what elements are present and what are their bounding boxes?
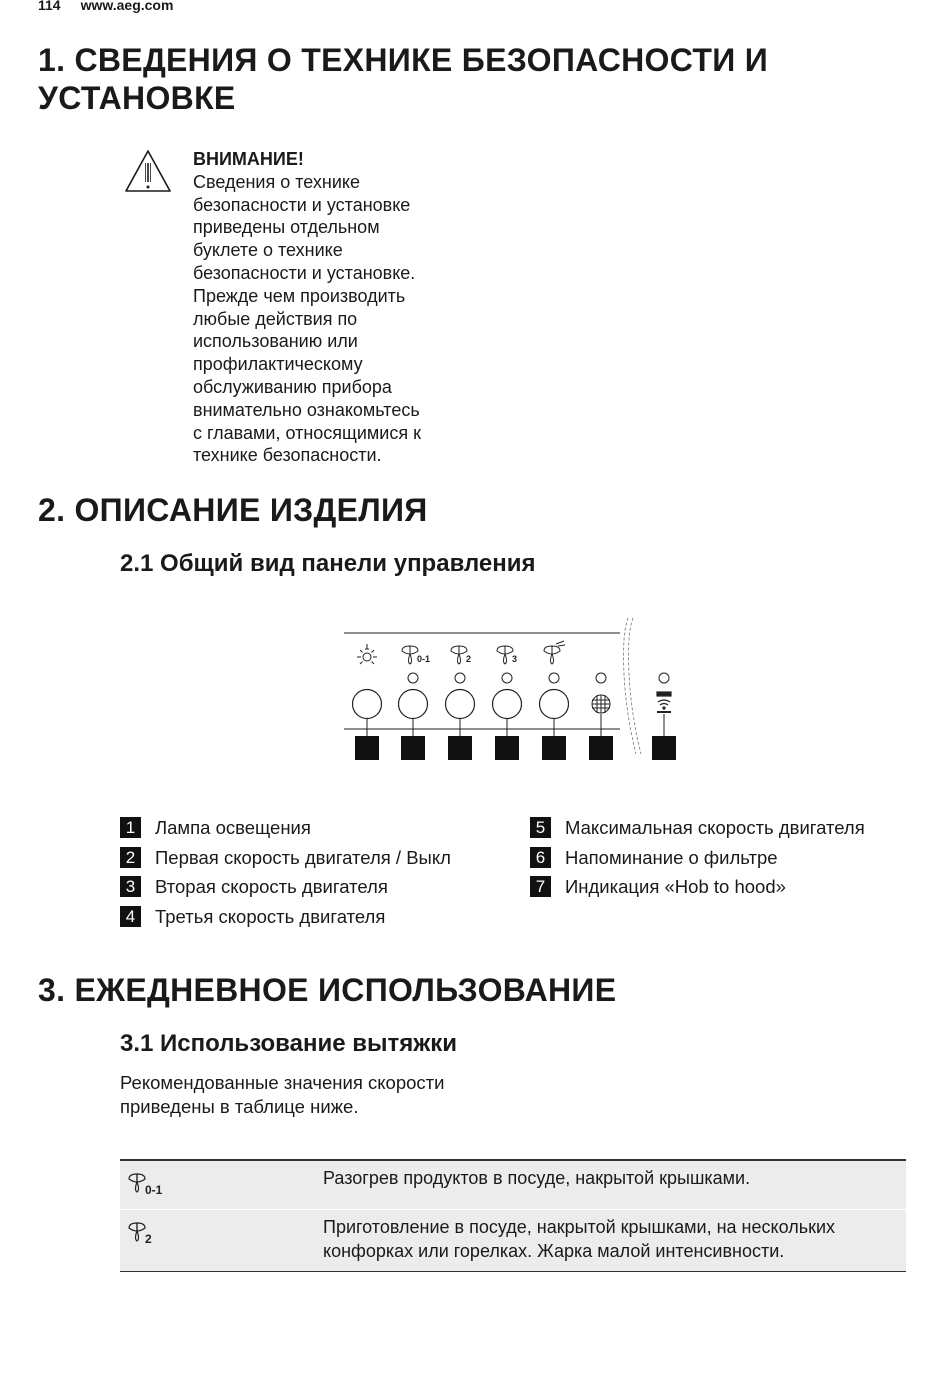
callout-marker: [448, 736, 472, 760]
callout-marker: [355, 736, 379, 760]
indicator-led: [659, 673, 669, 683]
legend-right: [530, 813, 865, 902]
fan-speed-1-icon: [402, 646, 418, 664]
filter-grid-icon: [592, 695, 610, 713]
speed-table: [120, 1159, 906, 1272]
legend-item: 4 Третья скорость двигателя: [120, 902, 451, 932]
table-row: [120, 1161, 906, 1209]
warning-line: технике безопасности.: [193, 445, 382, 466]
indicator-led: [549, 673, 559, 683]
indicator-led: [455, 673, 465, 683]
page-header: [38, 0, 173, 13]
legend-item: 7 Индикация «Hob to hood»: [530, 872, 865, 902]
control-panel-diagram: [340, 614, 685, 764]
legend-item: 6 Напоминание о фильтре: [530, 843, 865, 873]
warning-block: [193, 148, 473, 467]
warning-line: безопасности и установке.: [193, 262, 416, 283]
callout-marker: [589, 736, 613, 760]
warning-line: безопасности и установке: [193, 194, 411, 215]
table-icon-cell: [120, 1161, 323, 1209]
website-url[interactable]: www.aeg.com: [80, 0, 174, 13]
table-row: [120, 1209, 906, 1271]
fan-speed-1-icon: [126, 1171, 176, 1199]
indicator-led: [502, 673, 512, 683]
fan-speed-1-label: 0-1: [417, 654, 431, 664]
fan-speed-2-icon: [451, 646, 467, 664]
warning-line: приведены отдельном: [193, 217, 380, 238]
warning-line: профилактическому: [193, 354, 363, 375]
callout-marker: [652, 736, 676, 760]
warning-line: Прежде чем производить: [193, 285, 406, 306]
section-1-title: 1. СВЕДЕНИЯ О ТЕХНИКЕ БЕЗОПАСНОСТИ И УСТАНОВКЕ: [38, 42, 769, 116]
warning-line: любые действия по: [193, 308, 358, 329]
intro-paragraph: Рекомендованные значения скорости приведены в таблице ниже.: [120, 1072, 445, 1117]
lamp-icon: [357, 644, 377, 664]
callout-marker: [542, 736, 566, 760]
legend-left: [120, 813, 451, 931]
fan-speed-2-button[interactable]: [446, 690, 475, 719]
legend-item: 3 Вторая скорость двигателя: [120, 872, 451, 902]
hob-to-hood-icon: [657, 692, 671, 712]
warning-line: буклете о технике: [193, 240, 343, 261]
warning-line: внимательно ознакомьтесь: [193, 399, 420, 420]
legend-item: 1 Лампа освещения: [120, 813, 451, 843]
warning-line: Сведения о технике: [193, 171, 360, 192]
legend-item: 5 Максимальная скорость двигателя: [530, 813, 865, 843]
page-number: 114: [38, 0, 61, 13]
fan-speed-3-label: 3: [512, 654, 518, 664]
warning-line: использованию или: [193, 331, 358, 352]
table-text-cell: Разогрев продуктов в посуде, накрытой крышками.: [323, 1168, 751, 1188]
section-3-title: 3. ЕЖЕДНЕВНОЕ ИСПОЛЬЗОВАНИЕ: [38, 972, 617, 1008]
fan-speed-2-label: 2: [466, 654, 472, 664]
indicator-led: [408, 673, 418, 683]
legend-item: 2 Первая скорость двигателя / Выкл: [120, 843, 451, 873]
indicator-led: [596, 673, 606, 683]
fan-speed-3-icon: [497, 646, 513, 664]
callout-marker: [401, 736, 425, 760]
section-2-title: 2. ОПИСАНИЕ ИЗДЕЛИЯ: [38, 492, 428, 528]
subsection-3-1-title: 3.1 Использование вытяжки: [120, 1030, 458, 1057]
fan-speed-1-button[interactable]: [399, 690, 428, 719]
table-icon-cell: [120, 1210, 323, 1271]
warning-triangle-icon: [124, 149, 172, 193]
lamp-button[interactable]: [353, 690, 382, 719]
warning-title: ВНИМАНИЕ!: [193, 149, 304, 169]
callout-marker: [495, 736, 519, 760]
table-text-cell: Приготовление в посуде, накрытой крышками, на нескольких конфорках или горелках. Жарка малой интенсивности.: [323, 1217, 836, 1261]
fan-max-icon: [544, 641, 565, 664]
fan-max-button[interactable]: [540, 690, 569, 719]
fan-speed-2-icon: [126, 1220, 176, 1248]
warning-line: с главами, относящимися к: [193, 422, 421, 443]
subsection-2-1-title: 2.1 Общий вид панели управления: [120, 550, 536, 577]
fan-speed-3-button[interactable]: [493, 690, 522, 719]
warning-line: обслуживанию прибора: [193, 376, 392, 397]
svg-text:2: 2: [145, 1232, 152, 1246]
svg-text:0-1: 0-1: [145, 1183, 163, 1197]
